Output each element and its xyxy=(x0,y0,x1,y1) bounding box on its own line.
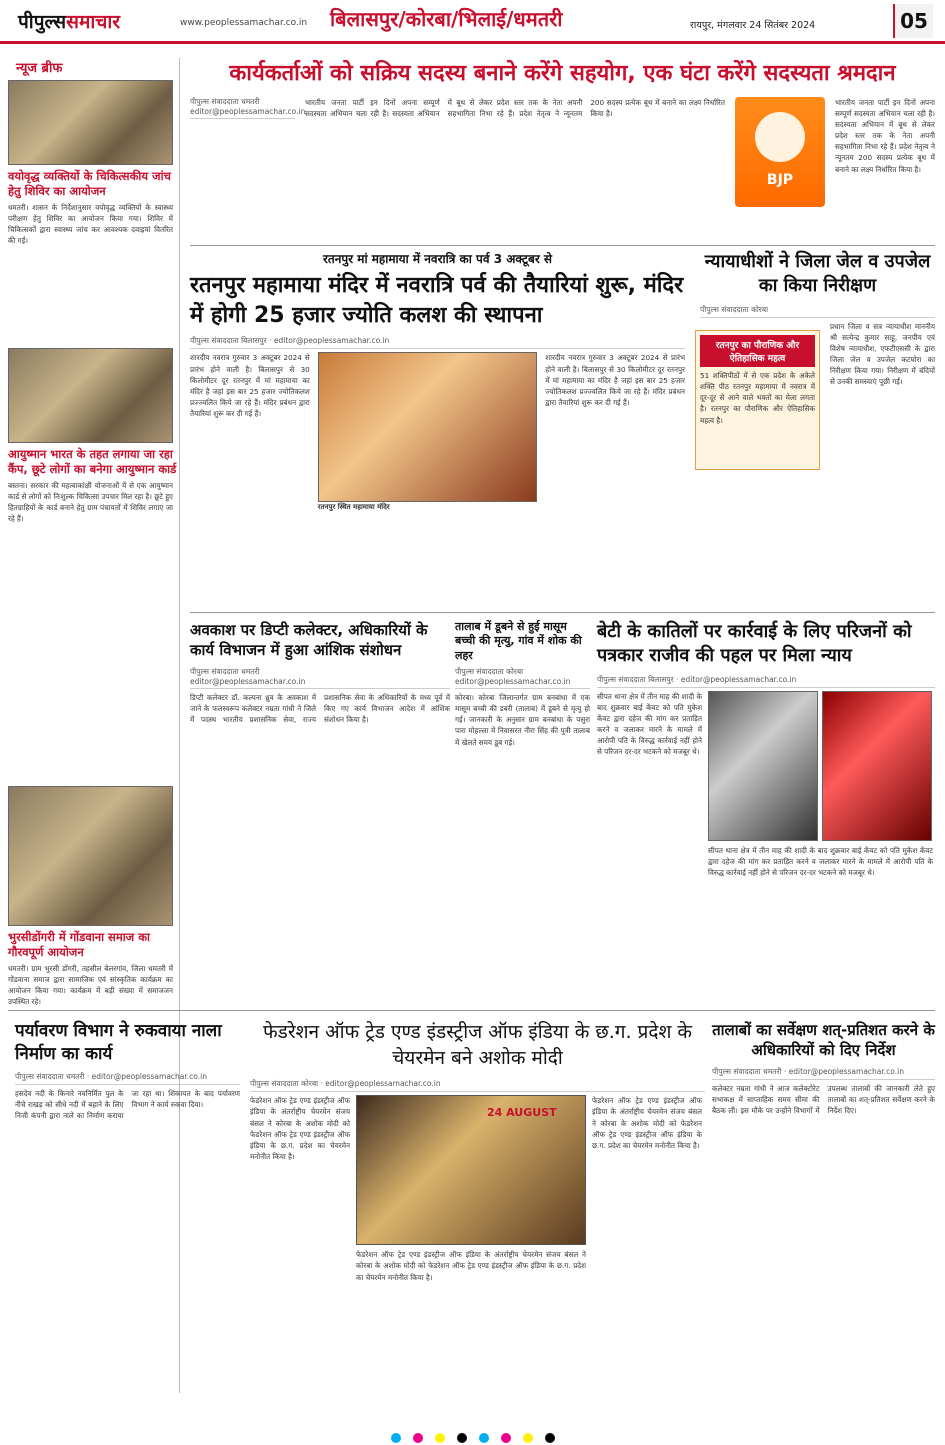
ponds-survey-article xyxy=(712,1020,935,1420)
gondwana-samaj-photo xyxy=(8,786,173,926)
pond-body: कोरबा। कोरबा जिलान्तर्गत ग्राम बनबांधा में एक मासूम बच्ची की डबरी (तालाब) में डूबने से मृत्यु हो गई। जानकारी के अनुसार ग्राम बनबांधा के पसुरा पारा मोहल्ला में निवासरत नीरा सिंह की पुत्री तालाब में खेलते समय डूब गई। xyxy=(455,692,590,747)
section-title: न्यूज ब्रीफ xyxy=(16,61,63,76)
temple-body: शारदीय नवरात्र गुरुवार 3 अक्टूबर 2024 से प्रारंभ होने वाली है। बिलासपुर से 30 किलोमीटर दूर रतनपुर में मां महामाया का मंदिर है जहां इस बार 25 हजार ज्योतिकलश प्रज्ज्वलित किये जा रहे हैं। मंदिर प्रबंधन द्वारा तैयारियां शुरू कर दी गई हैं। xyxy=(190,353,310,419)
brief-body-1: धमतरी। शासन के निर्देशानुसार वयोवृद्ध व्यक्तियों के स्वास्थ्य परीक्षण हेतु शिविर का आयोजन किया गया। शिविर में चिकित्सकों द्वारा स्वास्थ्य जांच कर आवश्यक दवाइयां वितरित की गईं। xyxy=(8,202,173,246)
temple-body-2: शारदीय नवरात्र गुरुवार 3 अक्टूबर 2024 से प्रारंभ होने वाली है। बिलासपुर से 30 किलोमीटर दूर रतनपुर में मां महामाया का मंदिर है जहां इस बार 25 हजार ज्योतिकलश प्रज्ज्वलित किये जा रहे हैं। मंदिर प्रबंधन द्वारा तैयारियां शुरू कर दी गई हैं। xyxy=(545,353,685,407)
judges-article xyxy=(700,250,935,610)
temple-headline: रतनपुर महामाया मंदिर में नवरात्रि पर्व की तैयारियां शुरू, मंदिर में होगी 25 हजार ज्योति कलश की स्थापना xyxy=(190,273,684,328)
justice-body: सीपत थाना क्षेत्र में तीन माह की शादी के बाद शुक्रवार बाई केंवट को पति मुकेश केंवट द्वारा दहेज की मांग कर प्रताड़ित करने व जलाकर मारने के मामले में आरोपी पति के विरुद्ध कार्रवाई नहीं होने से परिजन दर-दर भटकने को मजबूर थे। xyxy=(597,691,702,757)
brief-body-3: धमतरी। ग्राम भुरसी डोंगरी, तहसील बेलरगांव, जिला धमतरी में गोंडवाना समाज द्वारा सामाजिक एवं सांस्कृतिक कार्यक्रम का आयोजन किया गया। कार्यक्रम में बड़ी संख्या में समाजजन उपस्थित रहे। xyxy=(8,963,173,1007)
judges-byline: पीपुल्स संवाददाता कोरबा xyxy=(700,305,935,318)
brief-body-2: बस्तना। सरकार की महत्वाकांक्षी योजनाओं में से एक आयुष्मान कार्ड से लोगों को निःशुल्क चिकित्सा उपचार मिल रहा है। छूटे हुए हितग्राहियों के कार्ड बनाने हेतु ग्राम पंचायतों में शिविर लगाए जा रहे हैं। xyxy=(8,480,173,524)
temple-byline: पीपुल्स संवाददाता बिलासपुर · editor@peoplessamachar.co.in xyxy=(190,336,685,349)
ponds-survey-byline: पीपुल्स संवाददाता धमतरी · editor@peoplessamachar.co.in xyxy=(712,1067,935,1080)
federation-article xyxy=(250,1020,705,1420)
health-camp-photo xyxy=(8,80,173,165)
temple-box-title: रतनपुर का पौराणिक और ऐतिहासिक महत्व xyxy=(700,335,815,367)
federation-byline: पीपुल्स संवाददाता कोरबा · editor@peoplessamachar.co.in xyxy=(250,1079,705,1092)
edition-cities: बिलासपुर/कोरबा/भिलाई/धमतरी xyxy=(330,7,563,31)
justice-byline: पीपुल्स संवाददाता बिलासपुर · editor@peoplessamachar.co.in xyxy=(597,675,935,688)
lead-byline: पीपुल्स संवाददाता धमतरी editor@peoplessamachar.co.in xyxy=(190,97,295,119)
federation-headline: फेडरेशन ऑफ ट्रेड एण्ड इंडस्ट्रीज ऑफ इंडिया के छ.ग. प्रदेश के चेयरमेन बने अशोक मोदी xyxy=(263,1021,692,1069)
police-station-photo xyxy=(708,691,818,841)
victim-photo xyxy=(822,691,932,841)
brief-headline-1: वयोवृद्ध व्यक्तियों के चिकित्सकीय जांच हेतु शिविर का आयोजन xyxy=(8,169,171,198)
masthead xyxy=(0,0,945,44)
temple-box-body: 51 शक्तिपीठों में से एक प्रदेश के अकेले शक्ति पीठ रतनपुर महामाया में नवरात्र में दूर-दूर से आने वाले भक्तों का मेला लगता है। रतनपुर का पौराणिक और ऐतिहासिक महत्व है। xyxy=(700,371,815,425)
justice-body-2: सीपत थाना क्षेत्र में तीन माह की शादी के बाद शुक्रवार बाई केंवट को पति मुकेश केंवट द्वारा दहेज की मांग कर प्रताड़ित करने व जलाकर मारने के मामले में आरोपी पति के विरुद्ध कार्रवाई नहीं होने से परिजन दर-दर भटकने को मजबूर थे। xyxy=(708,845,933,877)
bjp-logo: BJP xyxy=(735,97,825,207)
deputy-body: डिप्टी कलेक्टर डॉ. कल्पना ध्रुव के अवकाश में जाने के फलस्वरूप कलेक्टर नम्रता गांधी ने जिले में पदस्थ भारतीय प्रशासनिक सेवा, राज्य प्रशासनिक सेवा के अधिकारियों के मध्य पूर्व में किए गए कार्य विभाजन आदेश में आंशिक संशोधन किया है। xyxy=(190,692,450,724)
brand-logo: पीपुल्ससमाचार xyxy=(18,11,121,33)
temple-kicker: रतनपुर मां महामाया में नवरात्रि का पर्व 3 अक्टूबर से xyxy=(322,252,553,266)
deputy-headline: अवकाश पर डिप्टी कलेक्टर, अधिकारियों के कार्य विभाजन में हुआ आंशिक संशोधन xyxy=(190,621,428,660)
environment-body: हसदेव नदी के किनारे नवनिर्मित पुल के नीचे राखड़ को सीधे नदी में बहाने के लिए निजी कंपनी द्वारा नाले का निर्माण कराया जा रहा था। शिकायत के बाद पर्यावरण विभाग ने कार्य रुकवा दिया। xyxy=(15,1088,240,1121)
print-registration-marks xyxy=(0,1430,945,1445)
pond-article xyxy=(455,620,590,1005)
ponds-survey-body: कलेक्टर नम्रता गांधी ने आज कलेक्टोरेट सभाकक्ष में साप्ताहिक समय सीमा की बैठक ली। इस मौके पर उन्होंने विभागों में उपलब्ध तालाबों की जानकारी लेते हुए तालाबों का शत्-प्रतिशत सर्वेक्षण करने के निर्देश दिए। xyxy=(712,1083,935,1115)
pond-byline: पीपुल्स संवाददाता कोरबा editor@peoplessamachar.co.in xyxy=(455,667,590,689)
federation-body: फेडरेशन ऑफ ट्रेड एण्ड इंडस्ट्रीज ऑफ इंडिया के अंतर्राष्ट्रीय चेयरमेन संजय बंसल ने कोरबा के अशोक मोदी को फेडरेशन ऑफ ट्रेड एण्ड इंडस्ट्रीज ऑफ इंडिया के छ.ग. प्रदेश का चेयरमेन मनोनीत किया है। xyxy=(250,1096,350,1162)
temple-caption: रतनपुर स्थित महामाया मंदिर xyxy=(317,503,390,512)
environment-headline: पर्यावरण विभाग ने रुकवाया नाला निर्माण का कार्य xyxy=(15,1021,222,1064)
judges-headline: न्यायाधीशों ने जिला जेल व उपजेल का किया निरीक्षण xyxy=(704,251,931,297)
judges-body: प्रधान जिला व सत्र न्यायाधीश माननीय श्री सत्येन्द्र कुमार साहू, जनपीय एवं विशेष न्यायाधीश, एफटीएससी के द्वारा जिला जेल व उपजेल कटघोरा का निरीक्षण किया गया। निरीक्षण में बंदियों से उनकी समस्याएं पूछी गईं। xyxy=(830,321,935,387)
lead-body: भारतीय जनता पार्टी इन दिनों अपना सम्पूर्ण सदस्यता अभियान चला रही है। सदस्यता अभियान में बूथ से लेकर प्रदेश स्तर तक के नेता अपनी सहभागिता निभा रहे हैं। प्रदेश नेतृत्व ने न्यूनतम 200 सदस्य प्रत्येक बूथ में बनाने का लक्ष्य निर्धारित किया है। xyxy=(305,97,725,118)
page-number: 05 xyxy=(893,4,933,38)
brief-headline-3: भुरसीडोंगरी में गोंडवाना समाज का गौरवपूर्ण आयोजन xyxy=(8,929,151,959)
award-ceremony-photo: 24 AUGUST xyxy=(356,1095,586,1245)
deputy-article xyxy=(190,620,450,1005)
justice-article xyxy=(597,620,935,1005)
environment-byline: पीपुल्स संवाददाता धमतरी · editor@peoplessamachar.co.in xyxy=(15,1072,240,1085)
lead-headline: कार्यकर्ताओं को सक्रिय सदस्य बनाने करेंगे सहयोग, एक घंटा करेंगे सदस्यता श्रमदान xyxy=(229,61,896,86)
site-url[interactable]: www.peoplessamachar.co.in xyxy=(180,18,308,28)
ponds-survey-headline: तालाबों का सर्वेक्षण शत्-प्रतिशत करने के अधिकारियों को दिए निर्देश xyxy=(712,1021,935,1060)
pond-headline: तालाब में डूबने से हुई मासूम बच्ची की मृत्यु, गांव में शोक की लहर xyxy=(455,620,582,662)
dateline: रायपुर, मंगलवार 24 सितंबर 2024 xyxy=(690,20,816,31)
lead-body-cont: भारतीय जनता पार्टी इन दिनों अपना सम्पूर्ण सदस्यता अभियान चला रही है। सदस्यता अभियान में बूथ से लेकर प्रदेश स्तर तक के नेता अपनी सहभागिता निभा रहे हैं। प्रदेश नेतृत्व ने न्यूनतम 200 सदस्य प्रत्येक बूथ में बनाने का लक्ष्य निर्धारित किया है। xyxy=(835,97,935,174)
deputy-byline: पीपुल्स संवाददाता धमतरी editor@peoplessamachar.co.in xyxy=(190,667,450,689)
brief-headline-2: आयुष्मान भारत के तहत लगाया जा रहा कैंप, छूटे लोगों का बनेगा आयुष्मान कार्ड xyxy=(8,446,177,476)
federation-body-2: फेडरेशन ऑफ ट्रेड एण्ड इंडस्ट्रीज ऑफ इंडिया के अंतर्राष्ट्रीय चेयरमेन संजय बंसल ने कोरबा के अशोक मोदी को फेडरेशन ऑफ ट्रेड एण्ड इंडस्ट्रीज ऑफ इंडिया के छ.ग. प्रदेश का चेयरमेन मनोनीत किया है। xyxy=(356,1250,586,1282)
environment-article xyxy=(15,1020,240,1420)
mahamaya-temple-photo xyxy=(318,352,538,502)
temple-article xyxy=(190,250,685,590)
lead-article xyxy=(190,60,935,240)
justice-headline: बेटी के कातिलों पर कार्रवाई के लिए परिजनों को पत्रकार राजीव की पहल पर मिला न्याय xyxy=(597,621,912,667)
ayushman-camp-photo xyxy=(8,348,173,443)
federation-body-3: फेडरेशन ऑफ ट्रेड एण्ड इंडस्ट्रीज ऑफ इंडिया के अंतर्राष्ट्रीय चेयरमेन संजय बंसल ने कोरबा के अशोक मोदी को फेडरेशन ऑफ ट्रेड एण्ड इंडस्ट्रीज ऑफ इंडिया के छ.ग. प्रदेश का चेयरमेन मनोनीत किया है। xyxy=(592,1096,702,1150)
